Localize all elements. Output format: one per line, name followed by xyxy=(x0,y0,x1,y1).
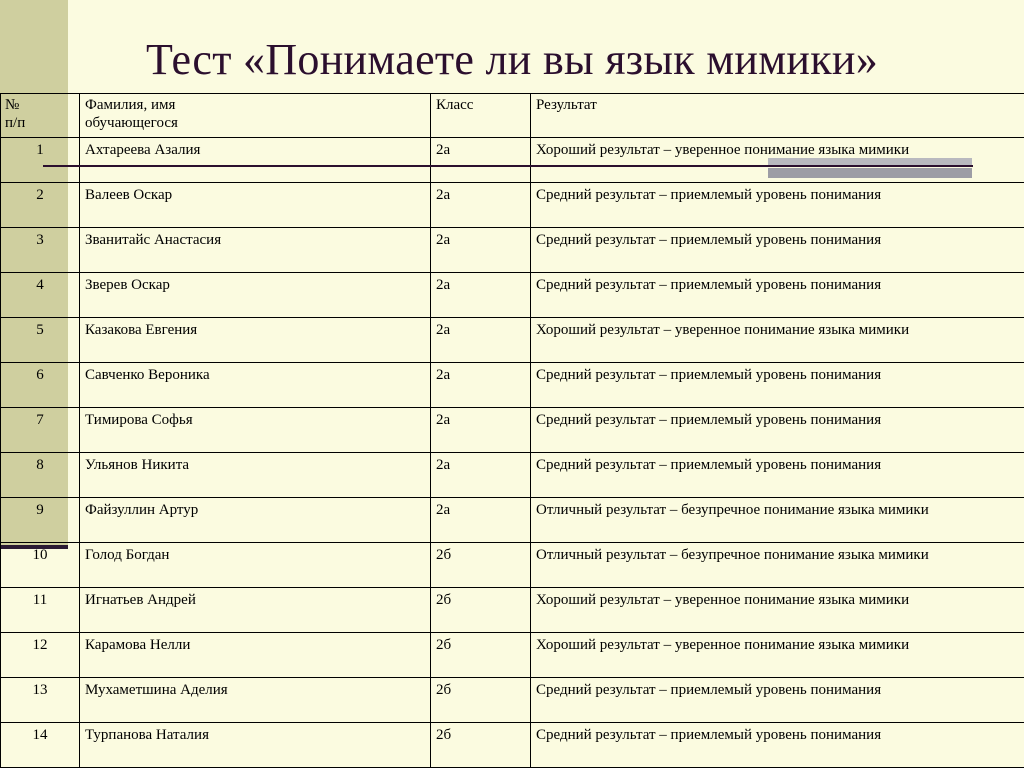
table-row xyxy=(1,498,1024,543)
row-result: Средний результат – приемлемый уровень понимания xyxy=(531,228,1024,273)
row-result: Средний результат – приемлемый уровень понимания xyxy=(531,723,1024,768)
header-result: Результат xyxy=(531,94,1024,138)
decorative-line xyxy=(43,165,973,167)
table-row xyxy=(1,543,1024,588)
slide-title: Тест «Понимаете ли вы язык мимики» xyxy=(145,35,879,84)
row-result: Средний результат – приемлемый уровень понимания xyxy=(531,678,1024,723)
row-student-name: Мухаметшина Аделия xyxy=(80,678,431,723)
row-class: 2б xyxy=(431,543,531,588)
row-result: Средний результат – приемлемый уровень понимания xyxy=(531,183,1024,228)
row-student-name: Зверев Оскар xyxy=(80,273,431,318)
row-number: 13 xyxy=(1,678,80,723)
row-number: 2 xyxy=(1,183,80,228)
header-number-line1: № xyxy=(5,97,20,113)
row-class: 2а xyxy=(431,318,531,363)
row-result: Средний результат – приемлемый уровень понимания xyxy=(531,363,1024,408)
header-class: Класс xyxy=(431,94,531,138)
row-result: Хороший результат – уверенное понимание языка мимики xyxy=(531,318,1024,363)
row-result: Отличный результат – безупречное понимание языка мимики xyxy=(531,543,1024,588)
table-row xyxy=(1,723,1024,768)
row-student-name: Валеев Оскар xyxy=(80,183,431,228)
row-class: 2б xyxy=(431,723,531,768)
row-class: 2а xyxy=(431,498,531,543)
row-class: 2а xyxy=(431,363,531,408)
row-student-name: Ахтареева Азалия xyxy=(80,138,431,183)
table-row xyxy=(1,408,1024,453)
row-student-name: Карамова Нелли xyxy=(80,633,431,678)
table-row xyxy=(1,588,1024,633)
row-number: 9 xyxy=(1,498,80,543)
row-result: Хороший результат – уверенное понимание языка мимики xyxy=(531,138,1024,183)
row-number: 11 xyxy=(1,588,80,633)
results-table-body xyxy=(1,94,1024,768)
row-class: 2б xyxy=(431,678,531,723)
row-class: 2а xyxy=(431,228,531,273)
row-number: 8 xyxy=(1,453,80,498)
row-student-name: Тимирова Софья xyxy=(80,408,431,453)
row-student-name: Игнатьев Андрей xyxy=(80,588,431,633)
row-class: 2а xyxy=(431,273,531,318)
row-number: 12 xyxy=(1,633,80,678)
row-class: 2а xyxy=(431,183,531,228)
table-row xyxy=(1,318,1024,363)
row-student-name: Файзуллин Артур xyxy=(80,498,431,543)
row-student-name: Званитайс Анастасия xyxy=(80,228,431,273)
row-number: 1 xyxy=(1,138,80,183)
row-number: 10 xyxy=(1,543,80,588)
row-number: 14 xyxy=(1,723,80,768)
decorative-bar-dark xyxy=(768,168,972,178)
row-student-name: Ульянов Никита xyxy=(80,453,431,498)
table-header-row xyxy=(1,94,1024,138)
header-name xyxy=(80,94,431,138)
row-result: Хороший результат – уверенное понимание языка мимики xyxy=(531,588,1024,633)
table-row xyxy=(1,363,1024,408)
header-name-line2: обучающегося xyxy=(85,115,178,131)
row-class: 2а xyxy=(431,138,531,183)
row-number: 7 xyxy=(1,408,80,453)
row-result: Отличный результат – безупречное понимание языка мимики xyxy=(531,498,1024,543)
row-student-name: Голод Богдан xyxy=(80,543,431,588)
row-number: 6 xyxy=(1,363,80,408)
table-row xyxy=(1,228,1024,273)
row-number: 4 xyxy=(1,273,80,318)
row-result: Средний результат – приемлемый уровень понимания xyxy=(531,453,1024,498)
row-class: 2а xyxy=(431,453,531,498)
row-number: 5 xyxy=(1,318,80,363)
table-row xyxy=(1,678,1024,723)
header-number-line2: п/п xyxy=(5,115,26,131)
row-student-name: Турпанова Наталия xyxy=(80,723,431,768)
row-result: Хороший результат – уверенное понимание языка мимики xyxy=(531,633,1024,678)
row-result: Средний результат – приемлемый уровень понимания xyxy=(531,273,1024,318)
row-result: Средний результат – приемлемый уровень понимания xyxy=(531,408,1024,453)
results-table xyxy=(0,93,1024,768)
decorative-bar-light xyxy=(768,158,972,165)
header-number xyxy=(1,94,80,138)
header-name-line1: Фамилия, имя xyxy=(85,97,176,113)
row-class: 2а xyxy=(431,408,531,453)
row-student-name: Савченко Вероника xyxy=(80,363,431,408)
table-row xyxy=(1,453,1024,498)
row-student-name: Казакова Евгения xyxy=(80,318,431,363)
row-class: 2б xyxy=(431,633,531,678)
row-class: 2б xyxy=(431,588,531,633)
table-row xyxy=(1,273,1024,318)
row-number: 3 xyxy=(1,228,80,273)
table-row xyxy=(1,183,1024,228)
table-row xyxy=(1,633,1024,678)
